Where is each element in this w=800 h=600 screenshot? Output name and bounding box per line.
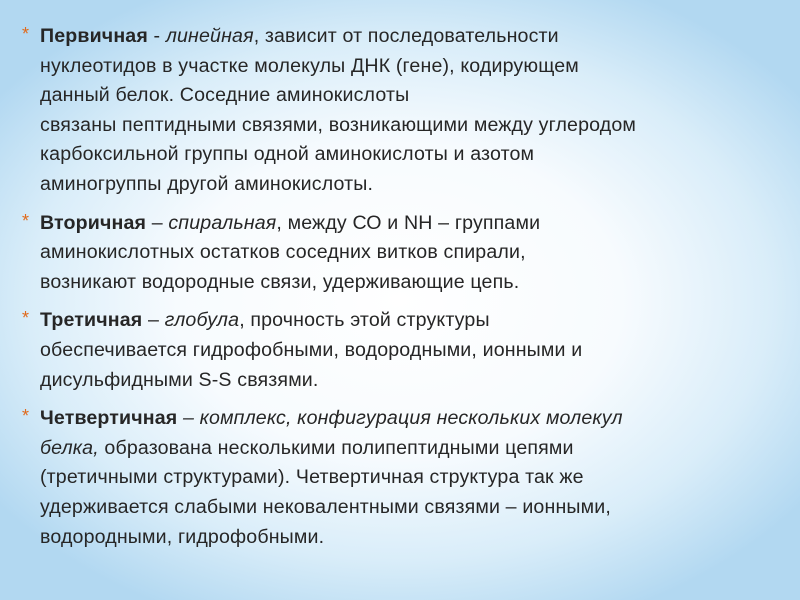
line: водородными, гидрофобными. <box>40 525 325 548</box>
line: обеспечивается гидрофобными, водородными, ионными и <box>40 338 583 361</box>
structure-type: глобула <box>164 309 240 332</box>
structure-type: линейная <box>165 25 254 47</box>
line <box>40 209 782 239</box>
list-item-secondary <box>22 209 782 298</box>
text: , прочность этой структуры <box>239 309 490 332</box>
line: связаны пептидными связями, возникающими между углеродом <box>40 113 637 136</box>
line: аминогруппы другой аминокислоты. <box>40 172 374 195</box>
term-primary: Первичная <box>40 25 148 47</box>
line: возникают водородные связи, удерживающие цепь. <box>40 270 520 293</box>
line <box>40 306 782 336</box>
line: удерживается слабыми нековалентными связями – ионными, <box>40 495 611 518</box>
text: , между СО и NH – группами <box>276 211 541 234</box>
dash: – <box>146 211 169 234</box>
line: (третичными структурами). Четвертичная структура так же <box>40 466 584 489</box>
line: данный белок. Соседние аминокислоты <box>40 84 410 107</box>
bullet-icon: * <box>22 24 30 44</box>
structure-type-continued: белка, <box>40 436 99 459</box>
structure-type: комплекс, конфигурация нескольких молекул <box>199 407 623 430</box>
term-tertiary: Третичная <box>40 309 143 332</box>
list-item-tertiary <box>22 306 782 395</box>
structure-type: спиральная <box>168 211 277 234</box>
term-secondary: Вторичная <box>40 211 147 234</box>
dash: – <box>142 309 165 332</box>
list-item-quaternary <box>22 404 782 552</box>
line: нуклеотидов в участке молекулы ДНК (гене), кодирующем <box>40 54 579 77</box>
dash: - <box>147 25 166 47</box>
dash: – <box>177 407 200 430</box>
line: карбоксильной группы одной аминокислоты и азотом <box>40 143 535 166</box>
line: аминокислотных остатков соседних витков спирали, <box>40 241 526 264</box>
bullet-icon: * <box>22 210 30 231</box>
bullet-icon: * <box>22 308 30 329</box>
line <box>40 404 782 434</box>
slide-body <box>22 22 782 561</box>
text: образована несколькими полипептидными цепями <box>98 436 574 459</box>
list-item-primary <box>22 22 782 200</box>
line <box>40 434 782 464</box>
bullet-icon: * <box>22 406 30 427</box>
term-quaternary: Четвертичная <box>40 407 178 430</box>
line <box>40 22 782 52</box>
text: , зависит от последовательности <box>253 25 559 47</box>
line: дисульфидными S-S связями. <box>40 368 319 391</box>
